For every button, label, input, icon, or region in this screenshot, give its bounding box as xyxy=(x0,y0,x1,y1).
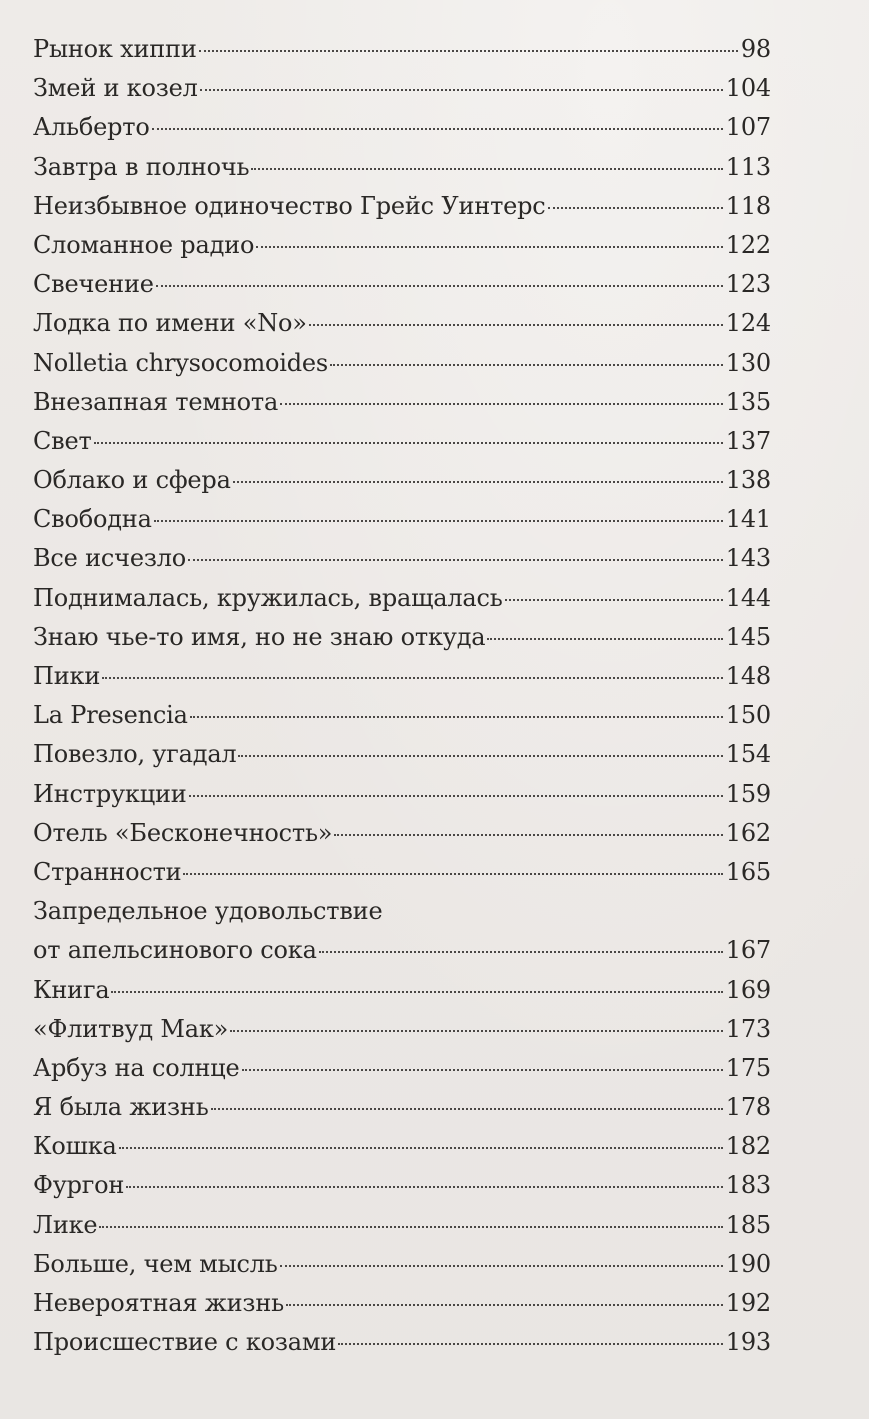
toc-entry-page-number: 118 xyxy=(725,191,771,220)
toc-entry-title: Свет xyxy=(33,426,92,455)
toc-entry-title: Свечение xyxy=(33,270,154,299)
toc-entry xyxy=(33,226,771,265)
toc-entry-title: Все исчезло xyxy=(33,544,187,573)
toc-entry-title: Я была жизнь xyxy=(33,1093,209,1122)
toc-entry-page-number: 193 xyxy=(725,1328,771,1357)
dot-leader xyxy=(256,246,723,248)
toc-entry-page-number: 169 xyxy=(725,975,771,1004)
toc-entry-page-number: 98 xyxy=(740,35,771,63)
dot-leader xyxy=(548,207,723,209)
toc-entry-page-number: 148 xyxy=(725,662,771,690)
toc-entry-page-number: 192 xyxy=(725,1289,771,1317)
toc-entry-page-number: 104 xyxy=(725,74,771,103)
toc-entry-page-number: 122 xyxy=(725,230,771,259)
dot-leader xyxy=(119,1147,723,1149)
toc-entry-page-number: 165 xyxy=(725,857,771,886)
toc-entry-page-number: 141 xyxy=(725,505,771,534)
dot-leader xyxy=(233,481,723,483)
dot-leader xyxy=(238,755,722,757)
toc-entry-title: Рынок хиппи xyxy=(33,35,197,63)
toc-entry-title: Змей и козел xyxy=(33,74,198,103)
table-of-contents xyxy=(33,30,771,1362)
dot-leader xyxy=(200,89,723,91)
toc-entry-title: Неизбывное одиночество Грейс Уинтерс xyxy=(33,191,546,220)
toc-entry xyxy=(33,187,771,226)
toc-entry-page-number: 150 xyxy=(725,701,771,730)
toc-entry-page-number: 107 xyxy=(725,113,771,142)
toc-entry xyxy=(33,383,771,422)
toc-entry xyxy=(33,304,771,343)
toc-entry-title: Запредельное удовольствие xyxy=(33,897,383,926)
toc-entry xyxy=(33,696,771,735)
toc-entry-title: Лодка по имени «No» xyxy=(33,309,307,338)
toc-entry-title: Отель «Бесконечность» xyxy=(33,818,333,847)
toc-entry-title: Невероятная жизнь xyxy=(33,1289,284,1317)
toc-entry-page-number: 113 xyxy=(725,152,771,181)
toc-entry-title: Книга xyxy=(33,975,110,1004)
toc-entry-page-number: 190 xyxy=(725,1249,771,1278)
toc-entry xyxy=(33,931,771,970)
toc-entry-page-number: 183 xyxy=(725,1171,771,1200)
dot-leader xyxy=(102,677,723,679)
toc-entry xyxy=(33,1049,771,1088)
toc-entry xyxy=(33,618,771,657)
dot-leader xyxy=(154,520,723,522)
toc-entry xyxy=(33,69,771,108)
toc-entry-title: La Presencia xyxy=(33,701,188,730)
toc-entry xyxy=(33,1166,771,1205)
dot-leader xyxy=(309,324,723,326)
toc-entry xyxy=(33,1245,771,1284)
dot-leader xyxy=(152,128,723,130)
toc-entry-title: Пики xyxy=(33,662,101,690)
toc-entry-title: Лике xyxy=(33,1210,98,1239)
toc-entry xyxy=(33,108,771,147)
toc-entry xyxy=(33,265,771,304)
toc-entry xyxy=(33,814,771,853)
dot-leader xyxy=(286,1304,723,1306)
toc-entry-title: Поднималась, кружилась, вращалась xyxy=(33,583,503,612)
toc-entry-title: «Флитвуд Мак» xyxy=(33,1014,229,1043)
toc-entry xyxy=(33,971,771,1010)
toc-entry-page-number: 185 xyxy=(725,1210,771,1239)
toc-entry-title: Инструкции xyxy=(33,779,187,808)
toc-entry xyxy=(33,461,771,500)
toc-entry-title: Сломанное радио xyxy=(33,230,255,259)
toc-entry xyxy=(33,1127,771,1166)
toc-entry-page-number: 162 xyxy=(725,818,771,847)
toc-entry-page-number: 143 xyxy=(725,544,771,573)
toc-entry-page-number: 130 xyxy=(725,348,771,377)
dot-leader xyxy=(280,403,723,405)
toc-entry xyxy=(33,1284,771,1323)
toc-entry xyxy=(33,735,771,774)
dot-leader xyxy=(338,1343,723,1345)
dot-leader xyxy=(156,285,723,287)
toc-entry-title: Альберто xyxy=(33,113,150,142)
toc-entry-title: Повезло, угадал xyxy=(33,740,237,769)
dot-leader xyxy=(190,716,723,718)
toc-entry-title: Завтра в полночь xyxy=(33,152,250,181)
toc-entry xyxy=(33,344,771,383)
toc-entry-title: Кошка xyxy=(33,1132,117,1161)
dot-leader xyxy=(183,873,722,875)
toc-entry-page-number: 135 xyxy=(725,387,771,416)
dot-leader xyxy=(334,834,722,836)
toc-entry-title: Знаю чье-то имя, но не знаю откуда xyxy=(33,622,486,651)
dot-leader xyxy=(111,991,722,993)
toc-entry-title: Происшествие с козами xyxy=(33,1328,337,1357)
toc-entry-page-number: 159 xyxy=(725,779,771,808)
toc-entry-title: Nolletia chrysocomoides xyxy=(33,348,329,377)
toc-entry xyxy=(33,30,771,69)
dot-leader xyxy=(189,795,723,797)
dot-leader xyxy=(211,1108,723,1110)
dot-leader xyxy=(188,559,723,561)
dot-leader xyxy=(487,638,722,640)
dot-leader xyxy=(126,1186,723,1188)
toc-entry-page-number: 145 xyxy=(725,622,771,651)
toc-entry-page-number: 173 xyxy=(725,1014,771,1043)
toc-entry xyxy=(33,1010,771,1049)
toc-entry-page-number: 175 xyxy=(725,1053,771,1082)
toc-entry-title: Внезапная темнота xyxy=(33,387,279,416)
toc-entry-page-number: 182 xyxy=(725,1132,771,1161)
dot-leader xyxy=(505,599,723,601)
toc-entry xyxy=(33,148,771,187)
dot-leader xyxy=(280,1265,723,1267)
toc-entry xyxy=(33,775,771,814)
toc-entry-title: от апельсинового сока xyxy=(33,936,317,965)
dot-leader xyxy=(242,1069,723,1071)
toc-entry-page-number: 154 xyxy=(725,740,771,769)
toc-entry xyxy=(33,1323,771,1362)
toc-entry-title: Свободна xyxy=(33,505,152,534)
toc-entry-page-number: 124 xyxy=(725,309,771,338)
toc-entry xyxy=(33,579,771,618)
dot-leader xyxy=(319,951,723,953)
toc-entry-page-number: 144 xyxy=(725,583,771,612)
dot-leader xyxy=(251,168,722,170)
dot-leader xyxy=(330,364,723,366)
toc-entry-page-number: 178 xyxy=(725,1093,771,1122)
toc-entry-page-number: 123 xyxy=(725,270,771,299)
toc-entry xyxy=(33,1088,771,1127)
toc-entry-title: Облако и сфера xyxy=(33,466,231,495)
dot-leader xyxy=(99,1226,722,1228)
dot-leader xyxy=(94,442,723,444)
toc-entry xyxy=(33,500,771,539)
toc-entry-title: Странности xyxy=(33,857,182,886)
toc-entry xyxy=(33,422,771,461)
toc-entry xyxy=(33,853,771,892)
toc-entry-title: Фургон xyxy=(33,1171,125,1200)
toc-entry-page-number: 137 xyxy=(725,426,771,455)
dot-leader xyxy=(230,1030,723,1032)
toc-entry xyxy=(33,539,771,578)
dot-leader xyxy=(199,50,738,52)
toc-entry-page-number: 167 xyxy=(725,936,771,965)
toc-entry xyxy=(33,657,771,696)
toc-entry xyxy=(33,892,771,931)
toc-entry-title: Больше, чем мысль xyxy=(33,1249,278,1278)
toc-entry-title: Арбуз на солнце xyxy=(33,1053,240,1082)
toc-entry-page-number: 138 xyxy=(725,466,771,495)
toc-entry xyxy=(33,1206,771,1245)
